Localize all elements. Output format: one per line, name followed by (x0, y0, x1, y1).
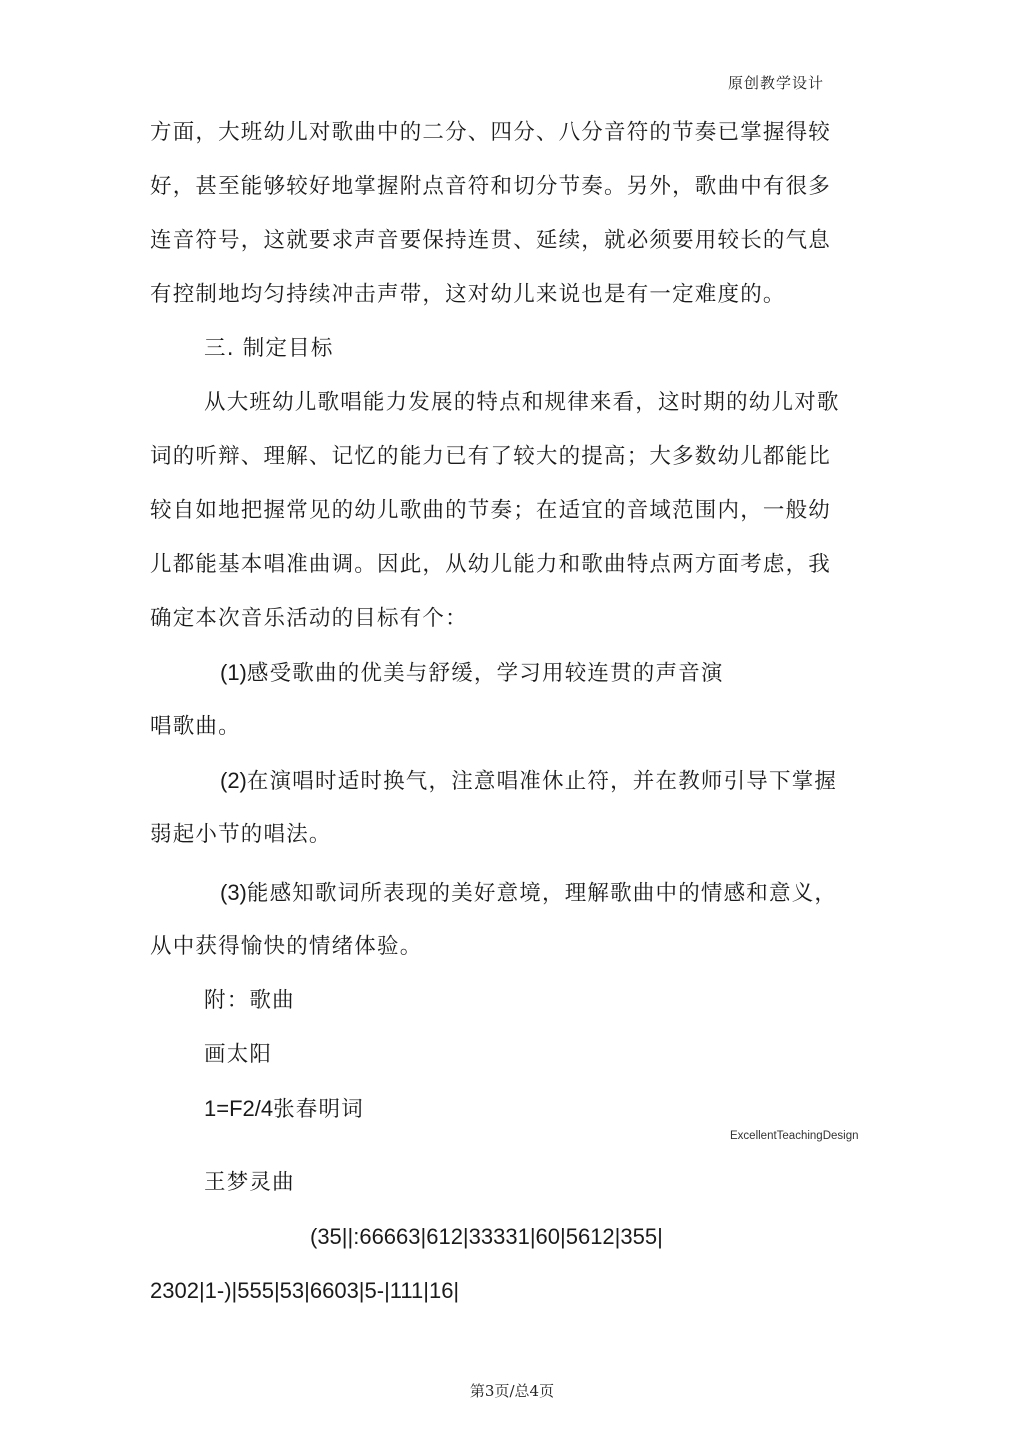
paragraph-line: 连音符号，这就要求声音要保持连贯、延续，就必须要用较长的气息 (150, 228, 832, 253)
paragraph-line: 从大班幼儿歌唱能力发展的特点和规律来看，这时期的幼儿对歌 (204, 390, 840, 415)
footer-english-label: ExcellentTeachingDesign (730, 1130, 859, 1142)
goal-text-continued: 弱起小节的唱法。 (150, 822, 332, 847)
goal-number: (1) (220, 660, 247, 685)
page-number: 第3页/总4页 (469, 1382, 555, 1400)
song-composer: 王梦灵曲 (204, 1170, 295, 1195)
section-heading: 三. 制定目标 (204, 336, 334, 361)
goal-text-continued: 从中获得愉快的情绪体验。 (150, 934, 423, 959)
appendix-label: 附：歌曲 (204, 988, 295, 1013)
paragraph-line: 儿都能基本唱准曲调。因此，从幼儿能力和歌曲特点两方面考虑，我 (150, 552, 832, 577)
goal-item-3 (220, 878, 940, 909)
goal-text-continued: 唱歌曲。 (150, 714, 241, 739)
paragraph-line: 方面，大班幼儿对歌曲中的二分、四分、八分音符的节奏已掌握得较 (150, 120, 832, 145)
song-notation-line-1: (35||:66663|612|33331|60|5612|355| (310, 1224, 663, 1249)
goal-text: 感受歌曲的优美与舒缓，学习用较连贯的声音演 (246, 661, 724, 686)
goal-number: (3) (220, 880, 247, 905)
paragraph-line: 有控制地均匀持续冲击声带，这对幼儿来说也是有一定难度的。 (150, 282, 786, 307)
page-header: 原创教学设计 (728, 74, 825, 92)
song-title: 画太阳 (204, 1042, 273, 1067)
song-key-lyricist (204, 1094, 924, 1125)
goal-text: 在演唱时适时换气，注意唱准休止符，并在教师引导下掌握 (246, 769, 838, 794)
paragraph-line: 确定本次音乐活动的目标有个： (150, 606, 468, 631)
goal-text: 能感知歌词所表现的美好意境，理解歌曲中的情感和意义， (246, 881, 838, 906)
goal-item-1 (220, 658, 940, 689)
goal-number: (2) (220, 768, 247, 793)
goal-item-2 (220, 766, 940, 797)
paragraph-line: 较自如地把握常见的幼儿歌曲的节奏；在适宜的音域范围内，一般幼 (150, 498, 832, 523)
paragraph-line: 好，甚至能够较好地掌握附点音符和切分节奏。另外，歌曲中有很多 (150, 174, 832, 199)
song-notation-line-2: 2302|1-)|555|53|6603|5-|111|16| (150, 1278, 460, 1303)
song-key: 1=F2/4 (204, 1096, 274, 1121)
song-lyricist: 张春明词 (273, 1097, 364, 1122)
paragraph-line: 词的听辩、理解、记忆的能力已有了较大的提高；大多数幼儿都能比 (150, 444, 832, 469)
